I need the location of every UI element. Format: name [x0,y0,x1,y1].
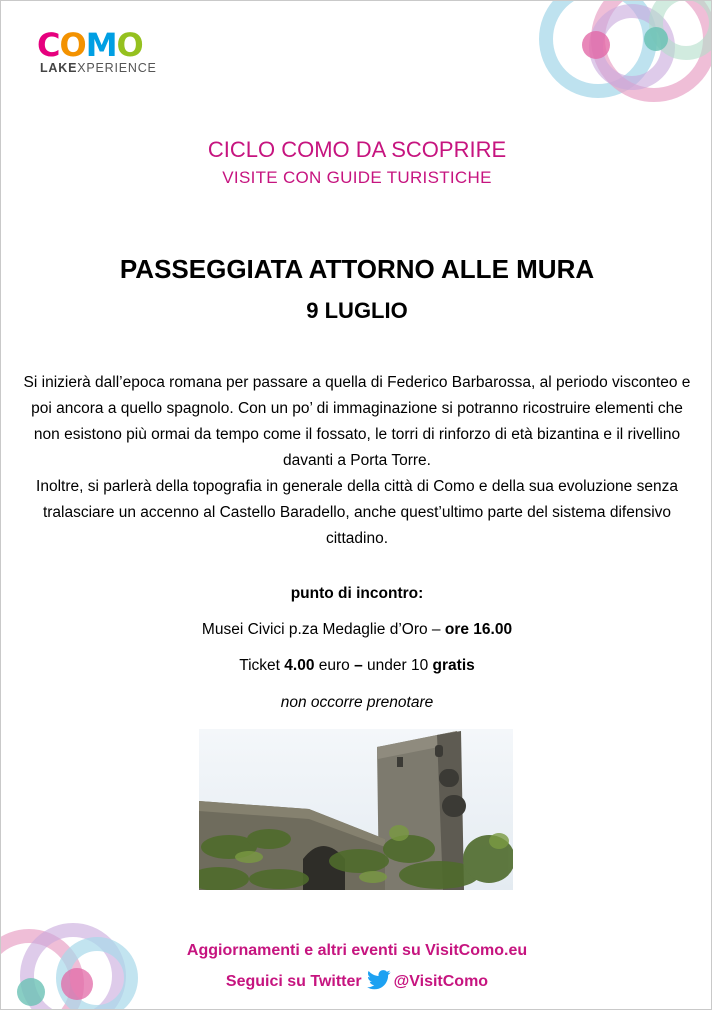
meeting-point-label: punto di incontro: [290,585,424,602]
description-paragraph-2: Inoltre, si parlerà della topografia in generale della città di Como e della sua evoluzione senza tralasciare un accenno al Castello Baradello, anche quest’ultimo parte del sistema difensivo cittadino. [36,478,678,547]
footer-updates: Aggiornamenti e altri eventi su VisitComo.eu [186,942,528,959]
description-paragraph-1: Si inizierà dall’epoca romana per passare a quella di Federico Barbarossa, al periodo visconteo e poi ancora a quello spagnolo. Con un po’ di immaginazione si potranno ricostruire elementi che non esistono più ormai da tempo come il fossato, le torri di rinforzo di età bizantina e il rivellino davanti a Porta Torre. [23,374,691,469]
visits-subheading: VISITE CON GUIDE TURISTICHE [222,168,492,187]
logo-subtitle: LAKEXPERIENCE [40,61,157,75]
event-date: 9 LUGLIO [306,298,408,323]
meeting-point-details [1,621,712,639]
twitter-handle[interactable]: @VisitComo [393,973,489,990]
ticket-info: Ticket 4.00 euro – under 10 gratis [239,657,475,674]
cycle-heading: CICLO COMO DA SCOPRIRE [207,137,507,162]
event-title: PASSEGGIATA ATTORNO ALLE MURA [119,254,595,284]
footer-follow [1,970,712,991]
ticket-price: 4.00 [284,657,315,674]
twitter-bird-icon [367,970,391,990]
follow-label: Seguici su Twitter [225,973,362,990]
logo-wordmark: COMO [37,26,143,64]
decorative-circles-top-right [536,0,712,127]
como-lake-experience-logo [37,26,167,77]
event-description [23,370,691,552]
meeting-place: Musei Civici p.za Medaglie d’Oro – [201,621,445,638]
city-walls-photo [199,729,513,890]
meeting-time: ore 16.00 [444,621,513,638]
tower-walls-illustration [199,729,513,890]
ticket-free: gratis [432,657,475,674]
reservation-note: non occorre prenotare [280,694,434,711]
